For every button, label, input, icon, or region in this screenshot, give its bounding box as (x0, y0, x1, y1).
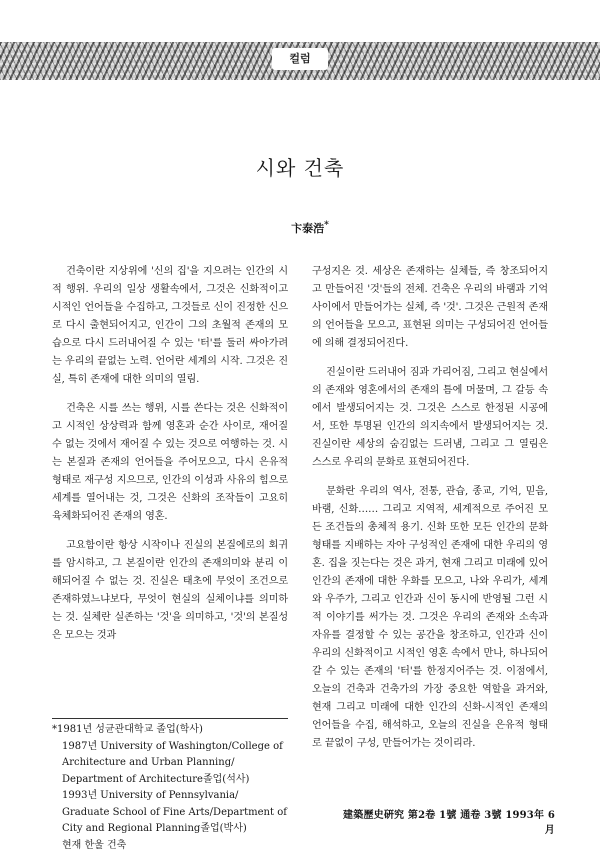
body-paragraph: 건축이란 지상위에 '신의 집'을 지으려는 인간의 시적 행위. 우리의 일상 생활속에서, 그것은 신화적이고 시적인 언어들을 수집하고, 그것들로 신이 진정한 신으로 다시 출현되어지고, 인간이 그의 초월적 존재의 모습으로 다시 드러내어질 수 있는 '터'를 둘러 싸아가려는 우리의 끝없는 노력. 언어란 세계의 시작. 그것은 진실, 특히 존재에 대한 의미의 열림. (52, 263, 288, 389)
footnote-line: 1987년 University of Washington/College of Architecture and Urban Planning/ Department of Architecture졸업(석사) (52, 739, 288, 789)
body-paragraph: 문화란 우리의 역사, 전통, 관습, 종교, 기억, 믿음, 바램, 신화…… 그리고 지역적, 세계적으로 주어진 모든 조건들의 총체적 용기. 신화 또한 모든 인간의 문화형태를 지배하는 자아 구성적인 존재에 대한 우리의 영혼. 집을 짓는다는 것은 과거, 현재 그리고 미래에 있어 인간의 존재에 대한 우화를 모으고, 나와 우리가, 세계와 우주가, 그리고 인간과 신이 동시에 반영될 그런 시적 이야기를 써가는 것. 그것은 우리의 존재와 소속과 자유를 결정할 수 있는 공간을 창조하고, 인간과 신이 우리의 신화적이고 시적인 영혼 속에서 만나, 하나되어갈 수 있는 존재의 '터'를 한정지어주는 것. 이점에서, 오늘의 건축과 건축가의 가장 중요한 역할을 과거와, 현재 그리고 미래에 대한 인간의 신화-시적인 존재의 언어들을 수집, 해석하고, 오늘의 진실을 은유적 형태로 끝없이 구성, 만들어가는 것이리라. (312, 483, 548, 753)
section-label: 컬럼 (272, 48, 328, 70)
section-banner (0, 42, 600, 80)
author-footnote (52, 722, 288, 854)
author-byline (270, 220, 350, 236)
left-column (52, 263, 288, 656)
body-paragraph: 진실이란 드러내어 짐과 가리어짐, 그리고 현실에서의 존재와 영혼에서의 존재의 틈에 머물며, 그 갈등 속에서 발생되어지는 것. 그것은 스스로 한정된 시공에서, 또한 투명된 인간의 의지속에서 발생되어지는 것. 진실이란 세상의 숨김없는 드러냄, 그리고 그 열림은 스스로 우리의 문화로 표현되어진다. (312, 364, 548, 472)
right-column (312, 263, 548, 764)
article-title: 시와 건축 (0, 152, 600, 181)
author-name: 卞泰浩 (291, 222, 324, 235)
footnote-line: 현재 한울 건축 (52, 838, 288, 854)
body-paragraph: 구성지은 것. 세상은 존재하는 실체들, 즉 창조되어지고 만들어진 '것'들의 전체. 건축은 우리의 바램과 기억사이에서 만들어가는 실체, 즉 '것'. 그것은 근원적 존재의 언어들을 모으고, 표현된 의미는 구성되어진 언어들에 의해 결정되어진다. (312, 263, 548, 353)
body-paragraph: 고요함이란 항상 시작이나 진실의 본질에로의 회귀를 암시하고, 그 본질이란 인간의 존재의미와 분리 이해되어질 수 없는 것. 진실은 태초에 무엇이 조건으로 존재하였느냐보다, 무엇이 현실의 실체이냐를 의미하는 것. 실체란 실존하는 '것'을 의미하고, '것'의 본질성은 모으는 것과 (52, 537, 288, 645)
footnote-line: 1993년 University of Pennsylvania/ Graduate School of Fine Arts/Department of City and Regional Planning졸업(박사) (52, 788, 288, 838)
footnote-line: *1981년 성균관대학교 졸업(학사) (52, 722, 288, 739)
body-paragraph: 건축은 시를 쓰는 행위, 시를 쓴다는 것은 신화적이고 시적인 상상력과 함께 영혼과 순간 사이로, 재어질 수 없는 것에서 재어질 수 있는 것으로 여행하는 것. 시는 본질과 존재의 언어들을 주어모으고, 다시 은유적 형태로 재구성 지으므로, 인간의 이성과 사유의 힘으로 세계를 열어내는 것, 그것은 신화의 조작들이 고요히 육체화되어진 존재의 영혼. (52, 400, 288, 526)
journal-citation: 建築歷史硏究 第2卷 1號 通卷 3號 1993年 6月 (340, 806, 555, 836)
author-footnote-mark: * (324, 220, 329, 230)
footnote-divider (52, 718, 288, 719)
